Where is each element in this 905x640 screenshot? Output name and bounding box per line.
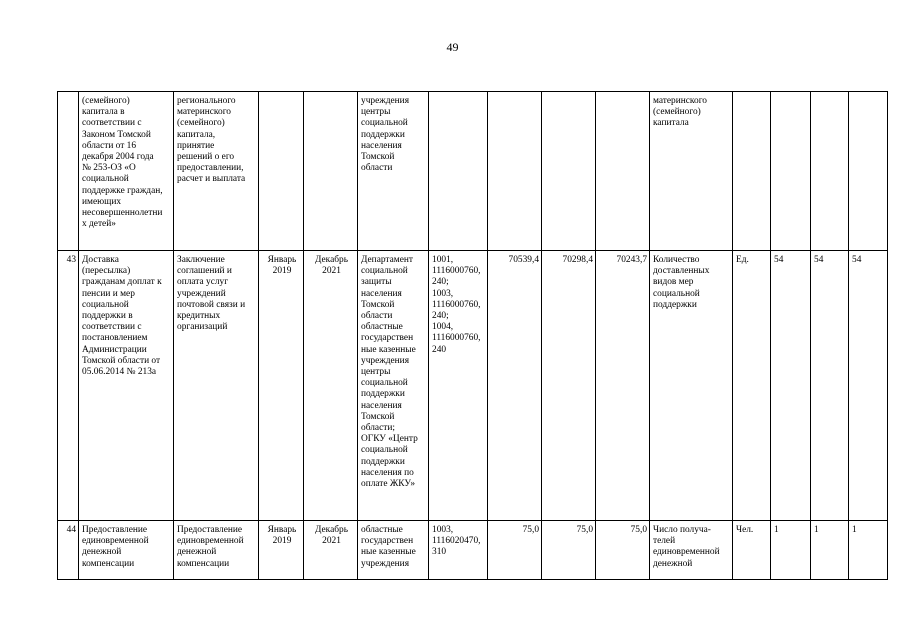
indicator-cell: материнского (семейного) капитала bbox=[650, 92, 733, 251]
activity-content-cell: Заключение соглашений и оплата услуг учреждений почтовой связи и кредитных организаций bbox=[174, 251, 259, 521]
value-year3-cell: 1 bbox=[849, 521, 888, 580]
amount-year1-cell bbox=[488, 92, 542, 251]
amount-year1-cell: 75,0 bbox=[488, 521, 542, 580]
amount-year2-cell bbox=[542, 92, 596, 251]
activity-content-cell: Предоставление единовременной денежной компенсации bbox=[174, 521, 259, 580]
value-year3-cell: 54 bbox=[849, 251, 888, 521]
unit-cell bbox=[733, 92, 771, 251]
value-year3-cell bbox=[849, 92, 888, 251]
unit-cell: Чел. bbox=[733, 521, 771, 580]
budget-code-cell: 1001, 1116000760, 240; 1003, 1116000760, 240; 1004, 1116000760, 240 bbox=[429, 251, 488, 521]
value-year1-cell: 1 bbox=[771, 521, 811, 580]
table-row bbox=[58, 92, 888, 251]
amount-year3-cell: 75,0 bbox=[596, 521, 650, 580]
start-date-cell bbox=[259, 92, 304, 251]
amount-year2-cell: 70298,4 bbox=[542, 251, 596, 521]
value-year2-cell: 1 bbox=[811, 521, 849, 580]
value-year1-cell: 54 bbox=[771, 251, 811, 521]
page-number: 49 bbox=[446, 40, 459, 54]
value-year2-cell: 54 bbox=[811, 251, 849, 521]
table-row bbox=[58, 251, 888, 521]
amount-year3-cell bbox=[596, 92, 650, 251]
executor-cell: областные государствен ные казенные учреждения bbox=[358, 521, 429, 580]
executor-cell: учреждения центры социальной поддержки населения Томской области bbox=[358, 92, 429, 251]
amount-year2-cell: 75,0 bbox=[542, 521, 596, 580]
row-number-cell: 43 bbox=[58, 251, 79, 521]
amount-year3-cell: 70243,7 bbox=[596, 251, 650, 521]
activity-content-cell: регионального материнского (семейного) капитала, принятие решений о его предоставлении, расчет и выплата bbox=[174, 92, 259, 251]
table-row bbox=[58, 521, 888, 580]
amount-year1-cell: 70539,4 bbox=[488, 251, 542, 521]
end-date-cell bbox=[304, 92, 358, 251]
budget-code-cell bbox=[429, 92, 488, 251]
value-year1-cell bbox=[771, 92, 811, 251]
activity-name-cell: Предоставление единовременной денежной компенсации bbox=[79, 521, 174, 580]
budget-code-cell: 1003, 1116020470, 310 bbox=[429, 521, 488, 580]
end-date-cell: Декабрь 2021 bbox=[304, 521, 358, 580]
activity-name-cell: (семейного) капитала в соответствии с Законом Томской области от 16 декабря 2004 года № 253-ОЗ «О социальной поддержке граждан, имеющих несовершеннолетни х детей» bbox=[79, 92, 174, 251]
row-number-cell: 44 bbox=[58, 521, 79, 580]
end-date-cell: Декабрь 2021 bbox=[304, 251, 358, 521]
start-date-cell: Январь 2019 bbox=[259, 521, 304, 580]
activity-name-cell: Доставка (пересылка) гражданам доплат к пенсии и мер социальной поддержки в соответствии с постановлением Администрации Томской области от 05.06.2014 № 213а bbox=[79, 251, 174, 521]
unit-cell: Ед. bbox=[733, 251, 771, 521]
row-number-cell bbox=[58, 92, 79, 251]
indicator-cell: Число получа- телей единовременной денежной bbox=[650, 521, 733, 580]
indicator-cell: Количество доставленных видов мер социальной поддержки bbox=[650, 251, 733, 521]
executor-cell: Департамент социальной защиты населения Томской области областные государствен ные казенные учреждения центры социальной поддержки населения Томской области; ОГКУ «Центр социальной поддержки населения по оплате ЖКУ» bbox=[358, 251, 429, 521]
program-activities-table bbox=[57, 91, 888, 580]
value-year2-cell bbox=[811, 92, 849, 251]
start-date-cell: Январь 2019 bbox=[259, 251, 304, 521]
